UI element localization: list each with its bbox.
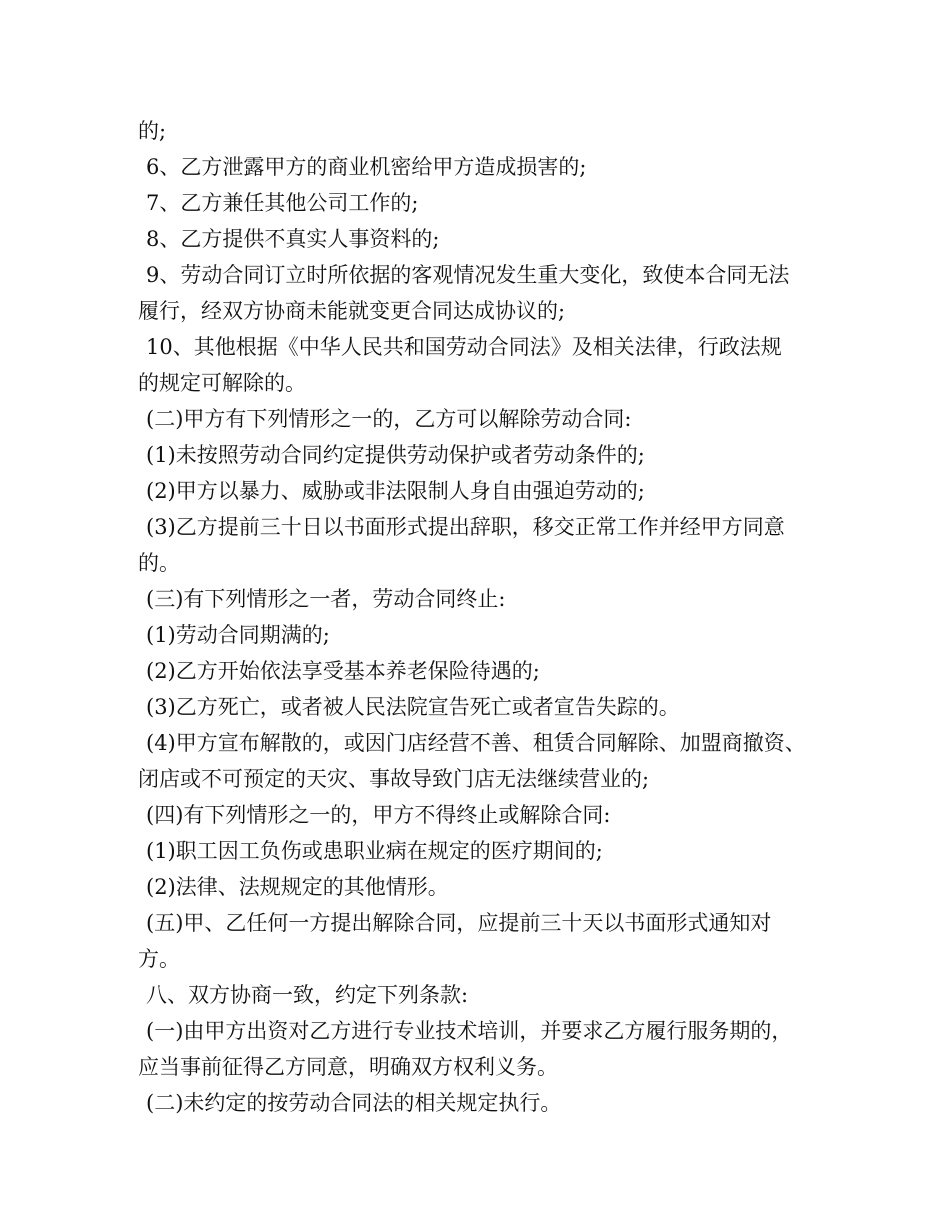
text-line: 方。 [138,947,180,971]
text-line: (2)法律、法规规定的其他情形。 [146,875,449,899]
text-line: (2)乙方开始依法享受基本养老保险待遇的; [146,659,540,683]
document-body [138,113,828,1121]
text-line: (二)甲方有下列情形之一的，乙方可以解除劳动合同: [146,407,632,431]
text-line: 的; [138,119,167,143]
text-line: 的规定可解除的。 [138,371,306,395]
text-line: 10、其他根据《中华人民共和国劳动合同法》及相关法律，行政法规 [146,335,782,359]
text-line: (3)乙方死亡，或者被人民法院宣告死亡或者宣告失踪的。 [146,695,680,719]
text-line: (1)未按照劳动合同约定提供劳动保护或者劳动条件的; [146,443,645,467]
text-line: (1)劳动合同期满的; [146,623,330,647]
text-line: 履行，经双方协商未能就变更合同达成协议的; [138,299,566,323]
text-line: (2)甲方以暴力、威胁或非法限制人身自由强迫劳动的; [146,479,645,503]
text-line: 应当事前征得乙方同意，明确双方权利义务。 [138,1055,558,1079]
text-line: 9、劳动合同订立时所依据的客观情况发生重大变化，致使本合同无法 [146,263,790,287]
text-line: (四)有下列情形之一的，甲方不得终止或解除合同: [146,803,611,827]
text-line: 6、乙方泄露甲方的商业机密给甲方造成损害的; [146,155,587,179]
text-line: 的。 [138,551,180,575]
text-line: (4)甲方宣布解散的，或因门店经营不善、租赁合同解除、加盟商撤资、 [146,731,806,755]
text-line: (3)乙方提前三十日以书面形式提出辞职，移交正常工作并经甲方同意 [146,515,785,539]
text-line: (二)未约定的按劳动合同法的相关规定执行。 [146,1091,562,1115]
text-line: (三)有下列情形之一者，劳动合同终止: [146,587,506,611]
text-line: (一)由甲方出资对乙方进行专业技术培训，并要求乙方履行服务期的， [146,1019,793,1043]
text-line: 7、乙方兼任其他公司工作的; [146,191,419,215]
text-line: (1)职工因工负伤或患职业病在规定的医疗期间的; [146,839,603,863]
text-line: 8、乙方提供不真实人事资料的; [146,227,440,251]
text-line: (五)甲、乙任何一方提出解除合同，应提前三十天以书面形式通知对 [146,911,772,935]
text-line: 闭店或不可预定的天灾、事故导致门店无法继续营业的; [138,767,650,791]
text-line: 八、双方协商一致，约定下列条款: [146,983,469,1007]
